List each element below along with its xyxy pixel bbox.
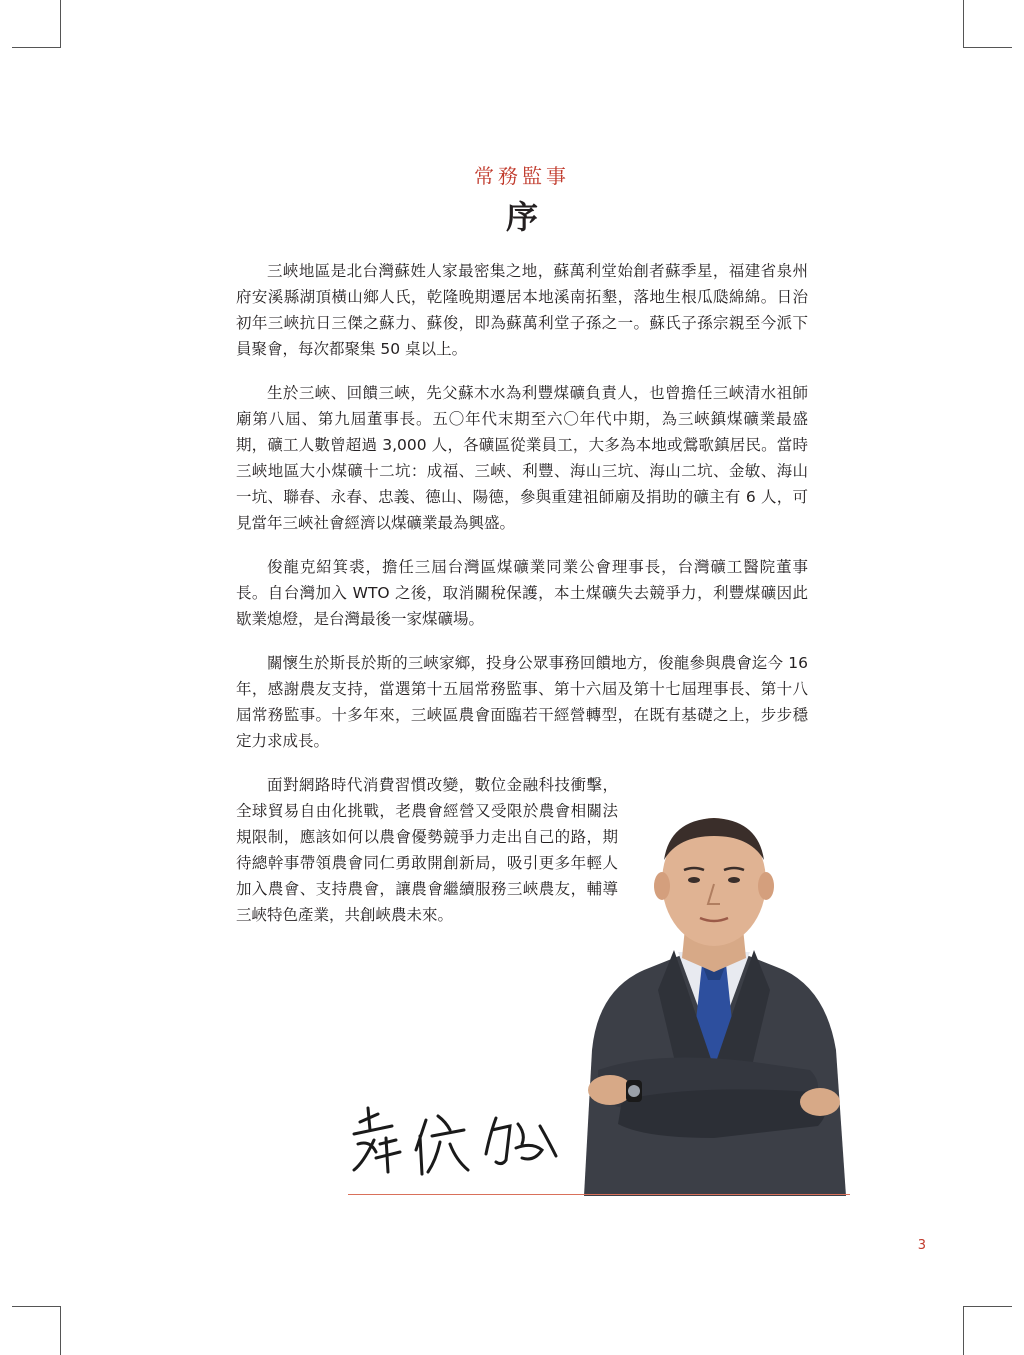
paragraph-3: 俊龍克紹箕裘，擔任三屆台灣區煤礦業同業公會理事長，台灣礦工醫院董事長。自台灣加入 WTO 之後，取消關稅保護，本土煤礦失去競爭力，利豐煤礦因此歇業熄燈，是台灣最後一家煤礦場。 [236,558,808,628]
paragraph-2: 生於三峽、回饋三峽，先父蘇木水為利豐煤礦負責人，也曾擔任三峽清水祖師廟第八屆、第九屆董事長。五〇年代末期至六〇年代中期，為三峽鎮煤礦業最盛期，礦工人數曾超過 3,000 人，各礦區從業員工，大多為本地或鶯歌鎮居民。當時三峽地區大小煤礦十二坑：成福、三峽、利豐、海山三坑、海山二坑、金敏、海山一坑、聯春、永春、忠義、德山、陽德，參與重建祖師廟及捐助的礦主有 6 人，可見當年三峽社會經濟以煤礦業最為興盛。 [236,384,808,532]
crop-mark-bottom-left-h [12,1306,61,1307]
signature-rule [348,1194,850,1195]
section-subtitle: 常務監事 [474,164,570,188]
crop-mark-top-left-v [60,0,61,48]
paragraph-1: 三峽地區是北台灣蘇姓人家最密集之地，蘇萬利堂始創者蘇季星，福建省泉州府安溪縣湖頂橫山鄉人氏，乾隆晚期遷居本地溪南拓墾，落地生根瓜瓞綿綿。日治初年三峽抗日三傑之蘇力、蘇俊，即為蘇萬利堂子孫之一。蘇氏子孫宗親至今派下員聚會，每次都聚集 50 桌以上。 [236,262,808,358]
page-title: 序 [505,198,538,236]
paragraph-5: 面對網路時代消費習慣改變，數位金融科技衝擊，全球貿易自由化挑戰，老農會經營又受限於農會相關法規限制，應該如何以農會優勢競爭力走出自己的路，期待總幹事帶領農會同仁勇敢開創新局，吸引更多年輕人加入農會、支持農會，讓農會繼續服務三峽農友，輔導三峽特色產業，共創峽農未來。 [236,776,618,924]
crop-mark-top-right-h [963,47,1012,48]
crop-mark-top-right-v [963,0,964,48]
crop-mark-bottom-left-v [60,1306,61,1355]
crop-mark-bottom-right-v [963,1306,964,1355]
portrait-photo [574,800,854,1196]
handwritten-signature [346,1100,566,1180]
crop-mark-top-left-h [12,47,61,48]
crop-mark-bottom-right-h [963,1306,1012,1307]
page-number: 3 [917,1238,926,1253]
paragraph-4: 關懷生於斯長於斯的三峽家鄉，投身公眾事務回饋地方，俊龍參與農會迄今 16 年，感謝農友支持，當選第十五屆常務監事、第十六屆及第十七屆理事長、第十八屆常務監事。十多年來，三峽區農會面臨若干經營轉型，在既有基礎之上，步步穩定力求成長。 [236,654,808,750]
